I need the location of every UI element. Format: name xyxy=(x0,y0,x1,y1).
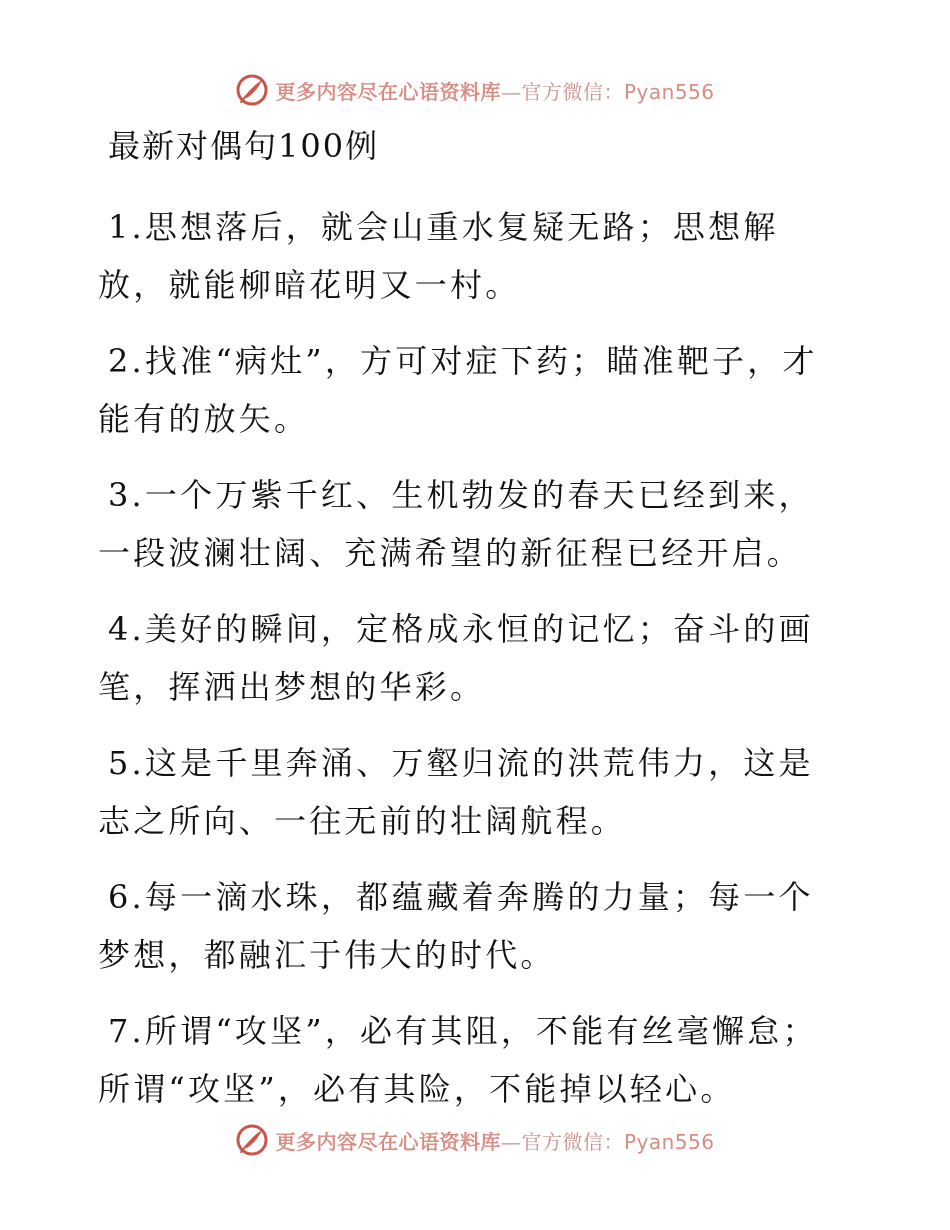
footer-watermark xyxy=(0,1120,950,1160)
list-item: 7.所谓“攻坚”，必有其阻，不能有丝毫懈怠；所谓“攻坚”，必有其险，不能掉以轻心。 xyxy=(98,1012,818,1108)
list-item: 3.一个万紫千红、生机勃发的春天已经到来，一段波澜壮阔、充满希望的新征程已经开启。 xyxy=(98,476,814,572)
list-item: 5.这是千里奔涌、万壑归流的洪荒伟力，这是志之所向、一往无前的壮阔航程。 xyxy=(98,744,814,840)
watermark-site-text: 更多内容尽在心语资料库 xyxy=(275,1129,501,1154)
list-item: 6.每一滴水珠，都蕴藏着奔腾的力量；每一个梦想，都融汇于伟大的时代。 xyxy=(98,878,814,974)
list-item: 1.思想落后，就会山重水复疑无路；思想解放，就能柳暗花明又一村。 xyxy=(98,208,779,304)
watermark-wechat-label: 官方微信： xyxy=(521,1129,624,1154)
watermark-wechat-id: Pyan556 xyxy=(623,1129,715,1154)
document-title: 最新对偶句100例 xyxy=(108,127,380,165)
quill-logo-icon xyxy=(235,73,269,107)
sentence-list xyxy=(98,198,838,1136)
watermark-dash: — xyxy=(500,1129,522,1154)
watermark-text xyxy=(275,76,714,105)
watermark-text xyxy=(275,1126,714,1155)
quill-logo-icon xyxy=(235,1123,269,1157)
list-item: 4.美好的瞬间，定格成永恒的记忆；奋斗的画笔，挥洒出梦想的华彩。 xyxy=(98,610,814,706)
watermark-dash: — xyxy=(500,79,522,104)
watermark-site-text: 更多内容尽在心语资料库 xyxy=(275,79,501,104)
watermark-wechat-id: Pyan556 xyxy=(623,79,715,104)
watermark-wechat-label: 官方微信： xyxy=(521,79,624,104)
list-item: 2.找准“病灶”，方可对症下药；瞄准靶子，才能有的放矢。 xyxy=(98,342,818,438)
header-watermark xyxy=(0,70,950,110)
